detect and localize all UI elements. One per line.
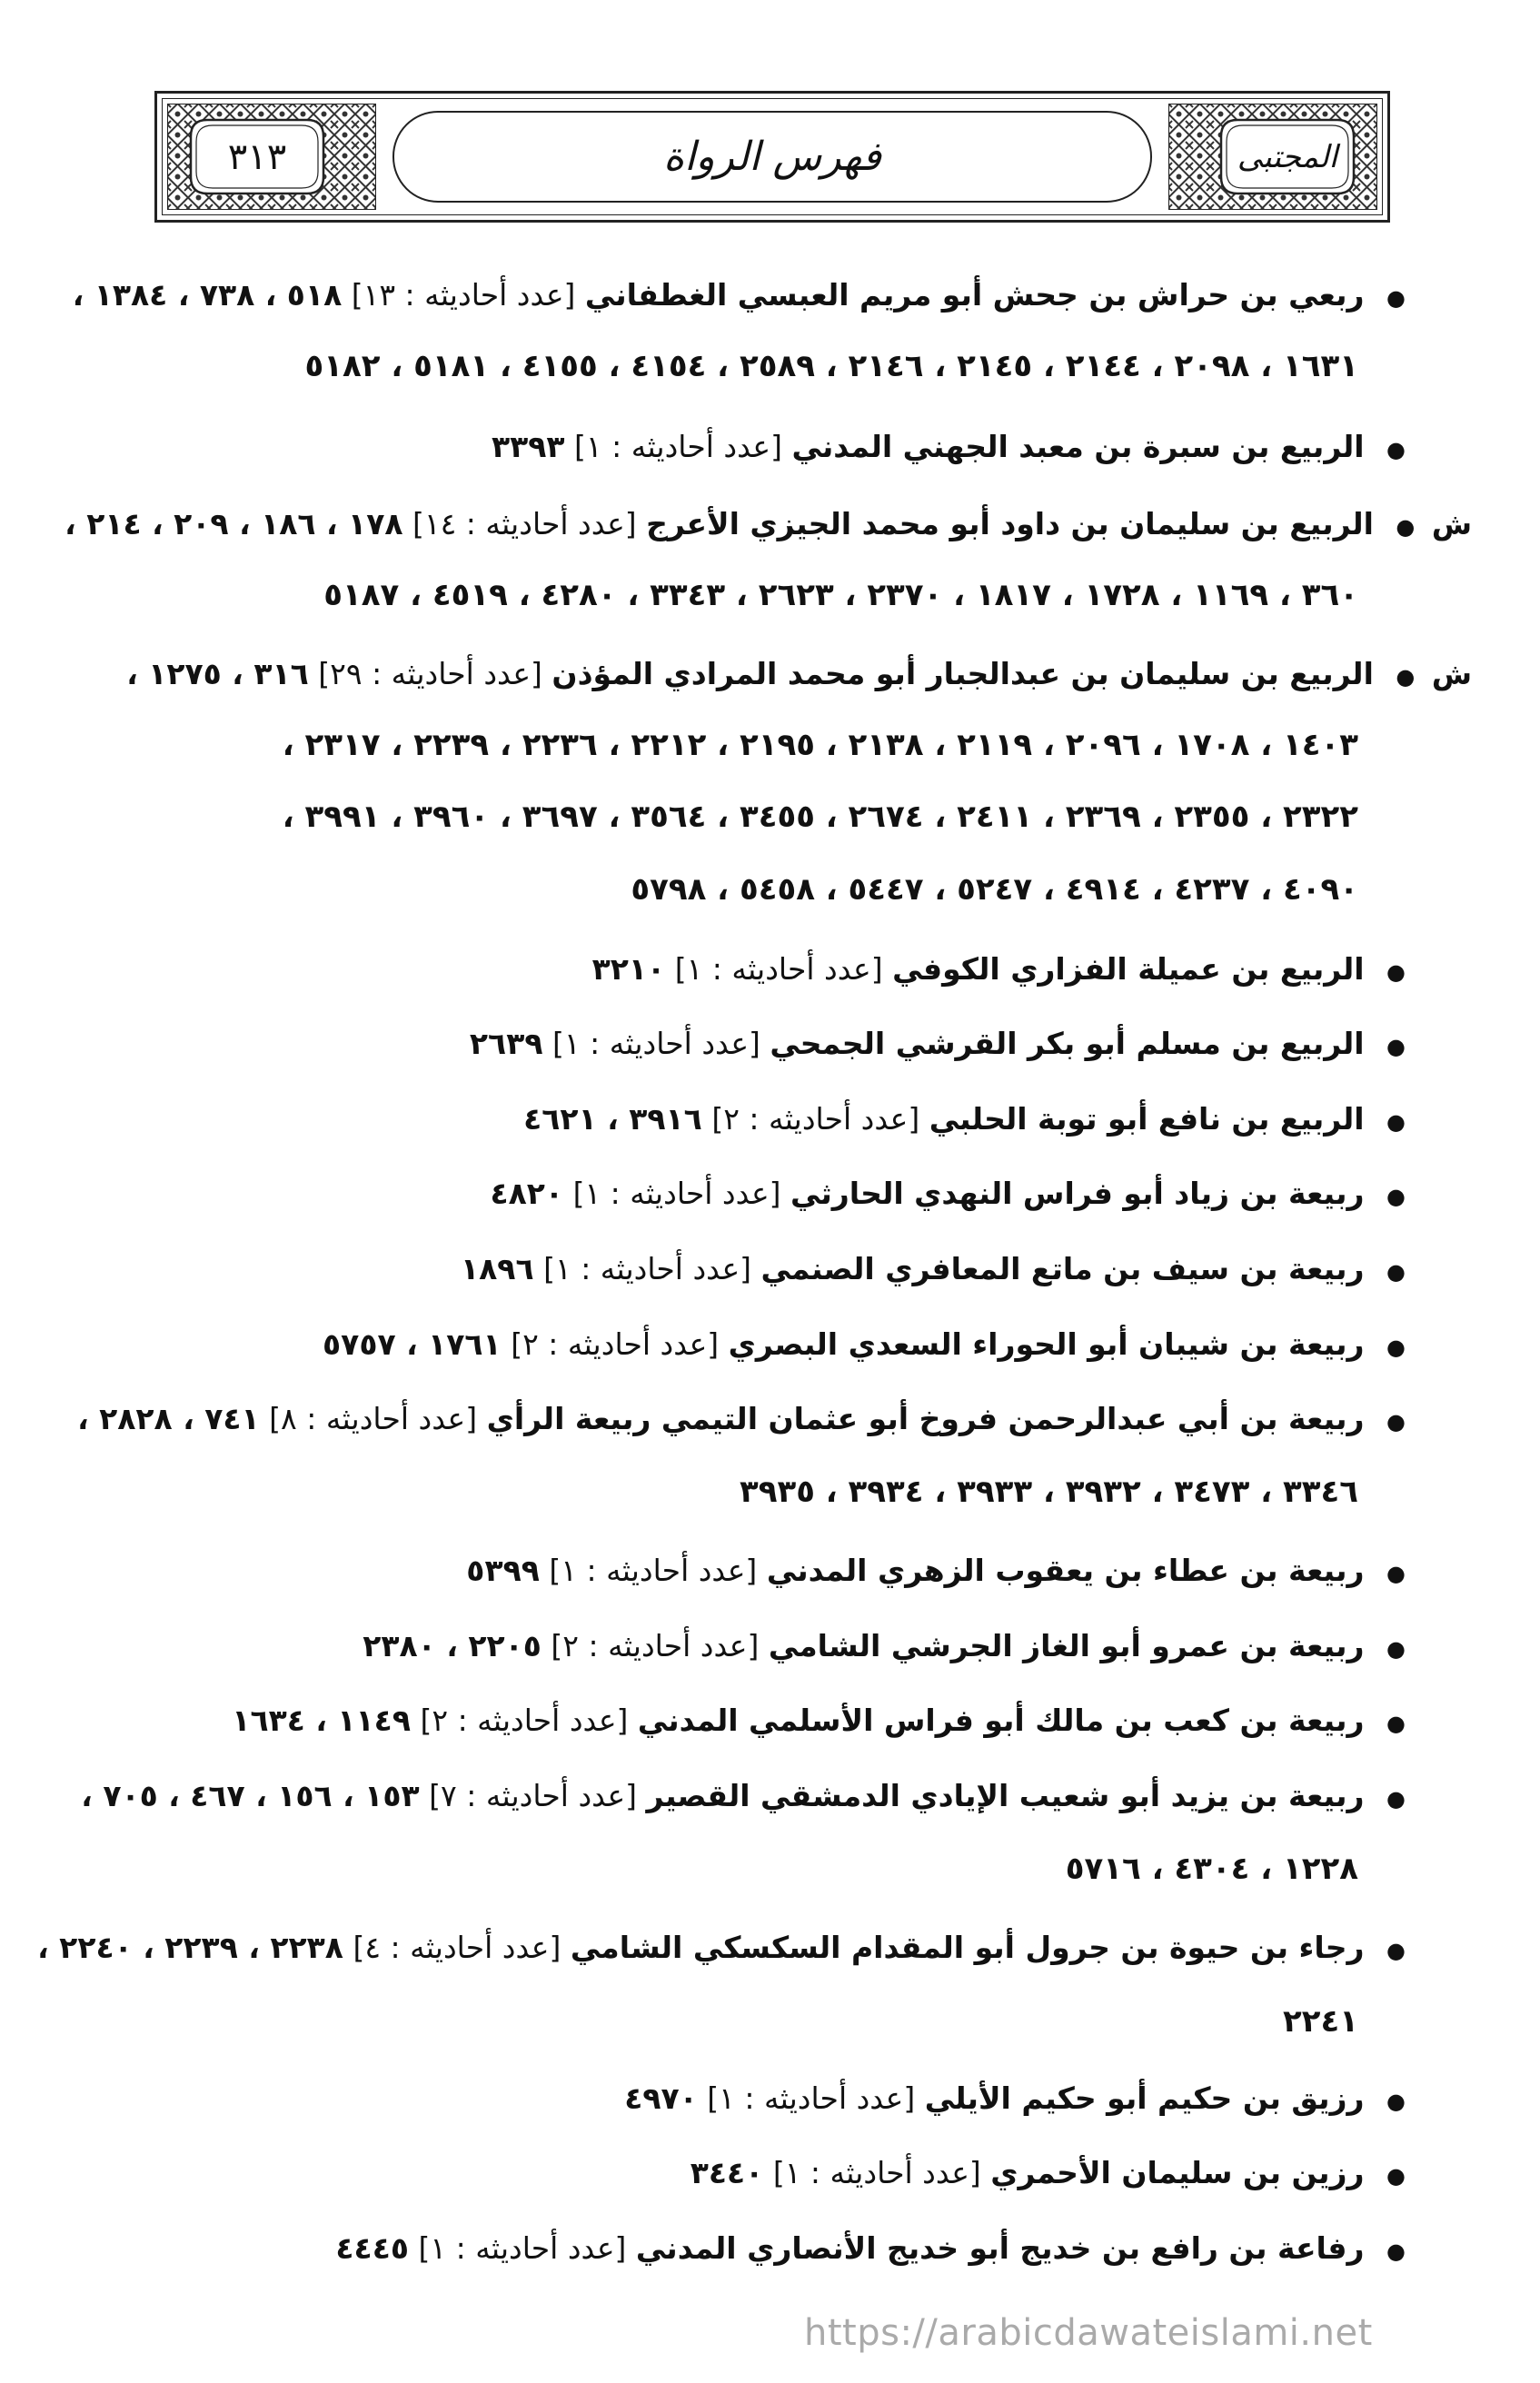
hadith-numbers: ١٧٨ ، ١٨٦ ، ٢٠٩ ، ٢١٤ ، [65, 506, 403, 541]
bullet-icon: ● [1396, 514, 1416, 540]
hadith-count: [عدد أحاديثه : ١] [551, 1026, 760, 1061]
entry-10-cont-0: ٣٣٤٦ ، ٣٤٧٣ ، ٣٩٣٢ ، ٣٩٣٣ ، ٣٩٣٤ ، ٣٩٣٥ [739, 1474, 1358, 1510]
hadith-numbers: ١٨٩٦ [461, 1251, 534, 1286]
entry-12 [363, 1628, 1406, 1663]
hadith-count: [عدد أحاديثه : ١٣] [351, 277, 576, 313]
page-title: فهرس الرواة [663, 134, 881, 180]
hadith-count: [عدد أحاديثه : ١] [707, 2080, 916, 2116]
watermark-url: https://arabicdawateislami.net [804, 2312, 1373, 2354]
entry-7 [490, 1176, 1406, 1211]
hadith-count: [عدد أحاديثه : ٢] [711, 1101, 920, 1137]
narrator-name: رجاء بن حيوة بن جرول أبو المقدام السكسكي الشامي [570, 1930, 1365, 1965]
narrator-name: ربعي بن حراش بن جحش أبو مريم العبسي الغطفاني [584, 277, 1365, 313]
hadith-count: [عدد أحاديثه : ٧] [429, 1778, 638, 1813]
hadith-count: [عدد أحاديثه : ١] [549, 1553, 758, 1588]
entry-0 [72, 277, 1406, 313]
entry-14 [81, 1778, 1406, 1813]
narrator-name: رزين بن سليمان الأحمري [990, 2155, 1365, 2190]
hadith-count: [عدد أحاديثه : ١] [574, 429, 782, 464]
entry-8 [461, 1251, 1406, 1286]
hadith-numbers: ٢٢٠٥ ، ٢٣٨٠ [363, 1628, 541, 1663]
hadith-numbers: ٥٣٩٩ [466, 1553, 540, 1588]
book-name: المجتبى [1237, 138, 1338, 175]
hadith-count: [عدد أحاديثه : ٢] [511, 1326, 720, 1362]
entry-13 [232, 1703, 1406, 1738]
narrator-name: رفاعة بن رافع بن خديج أبو خديج الأنصاري المدني [635, 2230, 1365, 2266]
hadith-numbers: ٣٩١٦ ، ٤٦٢١ [523, 1101, 702, 1137]
hadith-count: [عدد أحاديثه : ١] [418, 2230, 627, 2266]
entry-3-cont-0: ١٤٠٣ ، ١٧٠٨ ، ٢٠٩٦ ، ٢١١٩ ، ٢١٣٨ ، ٢١٩٥ ، ٢٢١٢ ، ٢٢٣٦ ، ٢٢٣٩ ، ٢٣١٧ ، [282, 727, 1358, 763]
narrator-name: ربيعة بن زياد أبو فراس النهدي الحارثي [790, 1176, 1365, 1211]
bullet-icon: ● [1386, 2239, 1406, 2264]
narrator-name: الربيع بن سبرة بن معبد الجهني المدني [791, 429, 1365, 464]
entry-14-cont-0: ١٢٢٨ ، ٤٣٠٤ ، ٥٧١٦ [1065, 1851, 1358, 1887]
entry-3 [126, 656, 1472, 691]
hadith-count: [عدد أحاديثه : ٢] [420, 1703, 629, 1738]
entry-3-cont-1: ٢٣٢٢ ، ٢٣٥٥ ، ٢٣٦٩ ، ٢٤١١ ، ٢٦٧٤ ، ٣٤٥٥ ، ٣٥٦٤ ، ٣٦٩٧ ، ٣٩٦٠ ، ٣٩٩١ ، [282, 799, 1358, 835]
entry-1 [491, 429, 1406, 464]
narrator-name: ربيعة بن أبي عبدالرحمن فروخ أبو عثمان التيمي ربيعة الرأي [486, 1401, 1365, 1436]
hadith-numbers: ٤٩٧٠ [624, 2080, 698, 2116]
hadith-count: [عدد أحاديثه : ١] [772, 2155, 981, 2190]
hadith-numbers: ١١٤٩ ، ١٦٣٤ [232, 1703, 411, 1738]
narrator-name: ربيعة بن عمرو أبو الغاز الجرشي الشامي [768, 1628, 1365, 1663]
bullet-icon: ● [1386, 1409, 1406, 1435]
narrator-name: ربيعة بن سيف بن ماتع المعافري الصنمي [760, 1251, 1365, 1286]
hadith-numbers: ٣٣٩٣ [491, 429, 565, 464]
hadith-numbers: ٢٦٣٩ [469, 1026, 543, 1061]
hadith-numbers: ٣٤٤٠ [690, 2155, 764, 2190]
bullet-icon: ● [1386, 1561, 1406, 1586]
entry-0-cont-0: ١٦٣١ ، ٢٠٩٨ ، ٢١٤٤ ، ٢١٤٥ ، ٢١٤٦ ، ٢٥٨٩ ، ٤١٥٤ ، ٤١٥٥ ، ٥١٨١ ، ٥١٨٢ [304, 348, 1358, 384]
hadith-numbers: ٣٢١٠ [591, 951, 666, 987]
bullet-icon: ● [1386, 1184, 1406, 1209]
entry-17 [690, 2155, 1406, 2190]
hadith-numbers: ٢٢٣٨ ، ٢٢٣٩ ، ٢٢٤٠ ، [37, 1930, 343, 1965]
entry-5 [469, 1026, 1406, 1061]
bullet-icon: ● [1386, 2089, 1406, 2114]
sh-mark: ش [1431, 507, 1472, 541]
bullet-icon: ● [1396, 664, 1416, 690]
entry-16 [624, 2080, 1406, 2116]
hadith-count: [عدد أحاديثه : ١] [674, 951, 883, 987]
narrator-name: الربيع بن عميلة الفزاري الكوفي [892, 951, 1365, 987]
bullet-icon: ● [1386, 959, 1406, 985]
bullet-icon: ● [1386, 1335, 1406, 1360]
entry-4 [591, 951, 1406, 987]
entry-15-cont-0: ٢٢٤١ [1282, 2003, 1358, 2040]
entry-3-cont-2: ٤٠٩٠ ، ٤٢٣٧ ، ٤٩١٤ ، ٥٢٤٧ ، ٥٤٤٧ ، ٥٤٥٨ ، ٥٧٩٨ [631, 871, 1358, 908]
narrator-name: الربيع بن مسلم أبو بكر القرشي الجمحي [770, 1026, 1365, 1061]
hadith-numbers: ٣١٦ ، ١٢٧٥ ، [126, 656, 309, 691]
hadith-numbers: ٤٤٤٥ [335, 2230, 409, 2266]
bullet-icon: ● [1386, 1636, 1406, 1662]
hadith-count: [عدد أحاديثه : ٤] [353, 1930, 561, 1965]
hadith-numbers: ٧٤١ ، ٢٨٢٨ ، [77, 1401, 260, 1436]
hadith-numbers: ٤٨٢٠ [490, 1176, 564, 1211]
page-number: ٣١٣ [227, 135, 287, 178]
narrator-name: الربيع بن سليمان بن داود أبو محمد الجيزي الأعرج [646, 506, 1374, 541]
hadith-numbers: ١٧٦١ ، ٥٧٥٧ [323, 1326, 502, 1362]
bullet-icon: ● [1386, 1711, 1406, 1736]
entry-9 [323, 1326, 1406, 1362]
bullet-icon: ● [1386, 1259, 1406, 1285]
hadith-count: [عدد أحاديثه : ١] [572, 1176, 781, 1211]
hadith-numbers: ١٥٣ ، ١٥٦ ، ٤٦٧ ، ٧٠٥ ، [81, 1778, 420, 1813]
hadith-count: [عدد أحاديثه : ١٤] [412, 506, 637, 541]
narrator-name: الربيع بن نافع أبو توبة الحلبي [929, 1101, 1365, 1137]
entry-11 [466, 1553, 1406, 1588]
entry-10 [77, 1401, 1406, 1436]
narrator-name: ربيعة بن شيبان أبو الحوراء السعدي البصري [728, 1326, 1365, 1362]
bullet-icon: ● [1386, 1034, 1406, 1059]
entry-6 [523, 1101, 1406, 1137]
hadith-numbers: ٥١٨ ، ٧٣٨ ، ١٣٨٤ ، [72, 277, 343, 313]
entry-2 [65, 506, 1472, 541]
bullet-icon: ● [1386, 1786, 1406, 1812]
entry-18 [335, 2230, 1406, 2266]
bullet-icon: ● [1386, 285, 1406, 311]
bullet-icon: ● [1386, 2163, 1406, 2189]
narrator-name: ربيعة بن كعب بن مالك أبو فراس الأسلمي المدني [637, 1703, 1365, 1738]
entry-15 [37, 1930, 1406, 1965]
narrator-name: الربيع بن سليمان بن عبدالجبار أبو محمد المرادي المؤذن [551, 656, 1374, 691]
sh-mark: ش [1431, 657, 1472, 691]
bullet-icon: ● [1386, 437, 1406, 462]
narrator-name: ربيعة بن يزيد أبو شعيب الإيادي الدمشقي القصير [646, 1778, 1365, 1813]
narrator-name: ربيعة بن عطاء بن يعقوب الزهري المدني [766, 1553, 1365, 1588]
hadith-count: [عدد أحاديثه : ٢٩] [318, 656, 542, 691]
hadith-count: [عدد أحاديثه : ٢] [551, 1628, 760, 1663]
bullet-icon: ● [1386, 1109, 1406, 1135]
hadith-count: [عدد أحاديثه : ٨] [269, 1401, 478, 1436]
hadith-count: [عدد أحاديثه : ١] [543, 1251, 752, 1286]
narrator-name: رزيق بن حكيم أبو حكيم الأيلي [924, 2080, 1365, 2116]
bullet-icon: ● [1386, 1938, 1406, 1963]
entry-2-cont-0: ٣٦٠ ، ١١٦٩ ، ١٧٢٨ ، ١٨١٧ ، ٢٣٧٠ ، ٢٦٢٣ ، ٣٣٤٣ ، ٤٢٨٠ ، ٤٥١٩ ، ٥١٨٧ [323, 577, 1358, 613]
